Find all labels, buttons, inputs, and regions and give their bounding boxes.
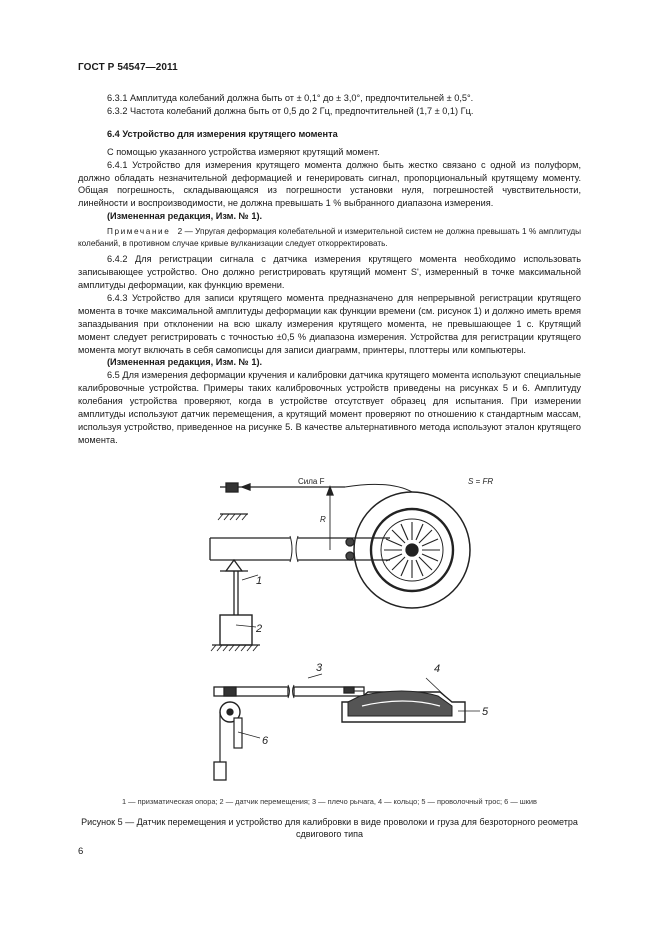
wire-clamp <box>226 483 238 492</box>
paragraph-6-4-intro: С помощью указанного устройства измеряют крутящий момент. <box>107 146 380 157</box>
note-2 <box>78 226 581 249</box>
body-text <box>78 92 581 447</box>
label-6: 6 <box>262 735 269 747</box>
section-6-4-heading: 6.4 Устройство для измерения крутящего момента <box>107 128 338 139</box>
label-4: 4 <box>434 663 441 675</box>
note-text: 2 — Упругая деформация колебательной и измерительной систем не должна превышать 1 % амплитуды колебаний, в противном случае кривые вулканизации следует откорректировать. <box>78 227 581 248</box>
label-3: 3 <box>316 662 323 674</box>
displacement-sensor <box>220 615 252 645</box>
figure-caption: Рисунок 5 — Датчик перемещения и устройство для калибровки в виде проволоки и груза для безроторного реометра сдвигового типа <box>81 817 578 839</box>
label-2: 2 <box>256 623 263 635</box>
amendment-note-2: (Измененная редакция, Изм. № 1). <box>107 357 263 368</box>
paragraph-6-3-2: 6.3.2 Частота колебаний должна быть от 0,5 до 2 Гц, предпочтительней (1,7 ± 0,1) Гц. <box>107 105 474 116</box>
figure-5-diagram <box>190 470 510 790</box>
label-1: 1 <box>256 575 263 587</box>
paragraph-6-3-1: 6.3.1 Амплитуда колебаний должна быть от ± 0,1° до ± 3,0°, предпочтительней ± 0,5°. <box>107 93 474 103</box>
force-label: Сила F <box>298 477 325 486</box>
force-arrow <box>242 484 250 490</box>
moment-label: S = FR <box>468 477 494 486</box>
paragraph-6-4-1: 6.4.1 Устройство для измерения крутящего момента должно быть жестко связано с одной из полуформ, должно обладать незначительной деформацией и генерировать сигнал, пропорциональный крутящему моменту. Общая погрешность, складывающаяся из погрешности установки нуля, погрешностей чувствительности, линейности и воспроизводимости, не должна превышать 1 % выбранного диапазона измерения. <box>78 159 581 209</box>
amendment-note-1: (Измененная редакция, Изм. № 1). <box>107 211 263 222</box>
standard-header: ГОСТ Р 54547—2011 <box>78 62 178 73</box>
page-number: 6 <box>78 846 84 857</box>
paragraph-6-4-2: 6.4.2 Для регистрации сигнала с датчика измерения крутящего момента необходимо использовать записывающее устройство. Оно должно регистрировать крутящий момент S', измеренный в точке максимальной амплитуды деформации, как функцию времени. <box>78 254 581 290</box>
prism-support <box>226 560 242 571</box>
weight <box>214 762 226 780</box>
radius-label: R <box>320 515 326 524</box>
note-label: Примечание <box>107 227 171 237</box>
paragraph-6-5: 6.5 Для измерения деформации кручения и калибровки датчика крутящего момента используют специальные калибровочные устройства. Примеры таких калибровочных устройств приведены на рисунках 5 и 6. Амплитуду колебания устройства проверяют, когда в устройстве отсутствует образец для испытания. При измерении амплитуды используют датчик перемещения, а крутящий момент проверяют по отношению к стандартным массам, используя устройство, приведенное на рисунке 5. В качестве альтернативного метода используют эталон крутящего момента. <box>78 370 581 445</box>
label-5: 5 <box>482 706 489 718</box>
figure-legend: 1 — призматическая опора; 2 — датчик перемещения; 3 — плечо рычага, 4 — кольцо; 5 — проволочный трос; 6 — шкив <box>122 797 537 806</box>
paragraph-6-4-3: 6.4.3 Устройство для записи крутящего момента предназначено для непрерывной регистрации крутящего момента в точке максимальной амплитуды деформации как функции времени (см. рисунок 1) и должно иметь время запаздывания при отклонении на всю шкалу измерения крутящего момента, не превышающее 1 с. Крутящий момент следует регистрировать с точностью ±0,5 % диапазона измерения. Устройства для регистрации крутящего момента могут включать в себя самописцы для записи диаграмм, принтеры, плоттеры или компьютеры. <box>78 292 581 355</box>
